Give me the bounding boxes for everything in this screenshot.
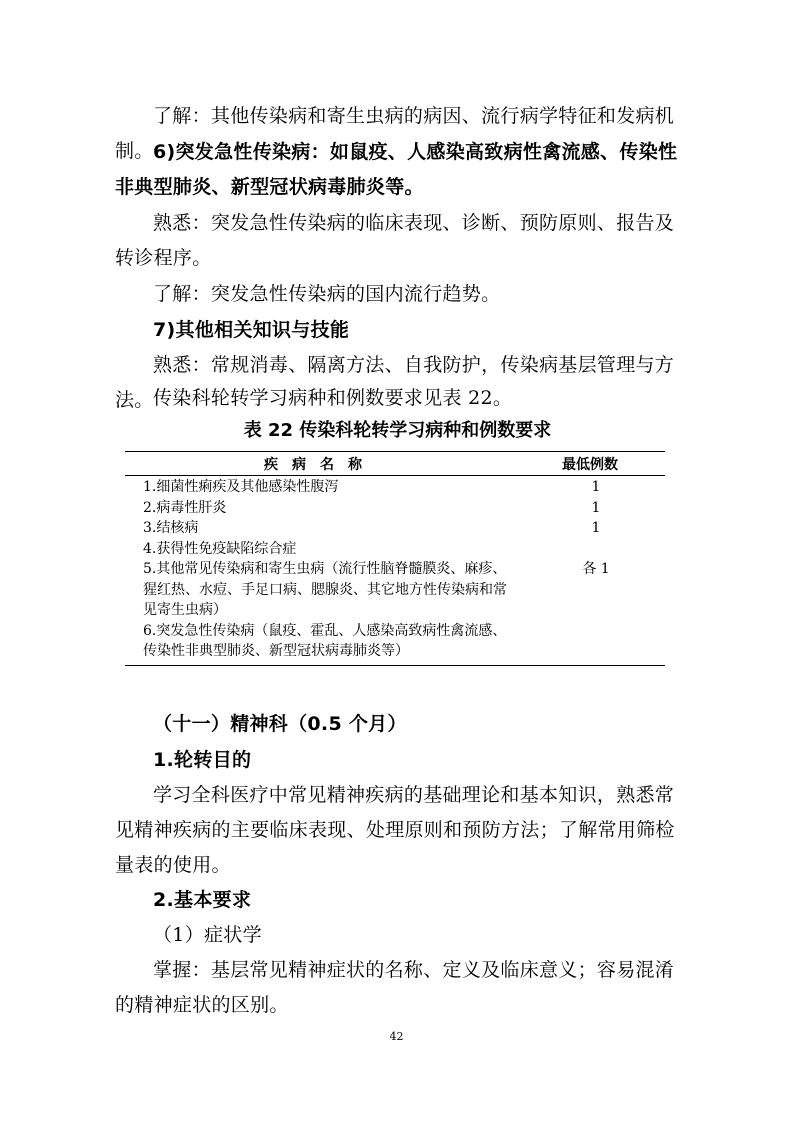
item7-familiar-paragraph: 熟悉：常规消毒、隔离方法、自我防护，传染病基层管理与方法。 xyxy=(115,354,675,411)
table-row xyxy=(125,477,665,498)
requirements-heading: 2.基本要求 xyxy=(153,889,252,911)
header-disease-name: 疾病名称 xyxy=(264,456,376,473)
item6-understand-paragraph: 了解：突发急性传染病的国内流行趋势。 xyxy=(153,283,501,305)
table-row xyxy=(125,498,665,519)
goal-paragraph: 学习全科医疗中常见精神疾病的基础理论和基本知识，熟悉常见精神疾病的主要临床表现、处理原则和预防方法；了解常用筛检量表的使用。 xyxy=(115,784,675,876)
item6-heading: 6)突发急性传染病：如鼠疫、人感染高致病性禽流感、传染性非典型肺炎、新型冠状病毒肺炎等。 xyxy=(115,141,678,198)
master-paragraph: 掌握：基层常见精神症状的名称、定义及临床意义；容易混淆的精神症状的区别。 xyxy=(115,959,675,1016)
understand-other-paragraph: 了解：其他传染病和寄生虫病的病因、流行病学特征和发病机制。 xyxy=(115,105,675,162)
table-header xyxy=(125,452,665,476)
disease-name-cell: 1.细菌性痢疾及其他感染性腹泻 xyxy=(143,479,339,495)
header-min-count: 最低例数 xyxy=(562,456,618,473)
goal-heading: 1.轮转目的 xyxy=(153,749,252,771)
table-row xyxy=(125,621,665,662)
count-cell: 1 xyxy=(591,520,601,536)
table-row xyxy=(125,559,665,621)
table-body xyxy=(125,476,665,665)
item6-familiar-paragraph: 熟悉：突发急性传染病的临床表现、诊断、预防原则、报告及转诊程序。 xyxy=(115,212,675,269)
disease-name-cell: 5.其他常见传染病和寄生虫病（流行性脑脊髓膜炎、麻疹、猩红热、水痘、手足口病、腮腺炎、其它地方性传染病和常见寄生虫病） xyxy=(143,561,507,618)
table-title: 表 22 传染科轮转学习病种和例数要求 xyxy=(243,420,552,441)
count-cell: 1 xyxy=(591,479,601,495)
count-cell: 各 1 xyxy=(582,561,610,577)
disease-name-cell: 4.获得性免疫缺陷综合症 xyxy=(143,540,297,557)
disease-name-cell: 6.突发急性传染病（鼠疫、霍乱、人感染高致病性禽流感、传染性非典型肺炎、新型冠状病毒肺炎等） xyxy=(143,622,507,659)
disease-name-cell: 2.病毒性肝炎 xyxy=(143,499,227,516)
count-cell: 1 xyxy=(591,499,601,516)
disease-table xyxy=(125,451,665,666)
table-row xyxy=(125,518,665,539)
symptomatology-heading: （1）症状学 xyxy=(153,924,262,946)
table-reference-paragraph: 传染科轮转学习病种和例数要求见表 22。 xyxy=(153,387,513,409)
disease-name-cell: 3.结核病 xyxy=(143,520,199,536)
item7-heading: 7)其他相关知识与技能 xyxy=(153,319,350,341)
psychiatry-section-title: （十一）精神科（0.5 个月） xyxy=(153,713,407,735)
page-number: 42 xyxy=(389,1030,404,1043)
table-row xyxy=(125,539,665,560)
